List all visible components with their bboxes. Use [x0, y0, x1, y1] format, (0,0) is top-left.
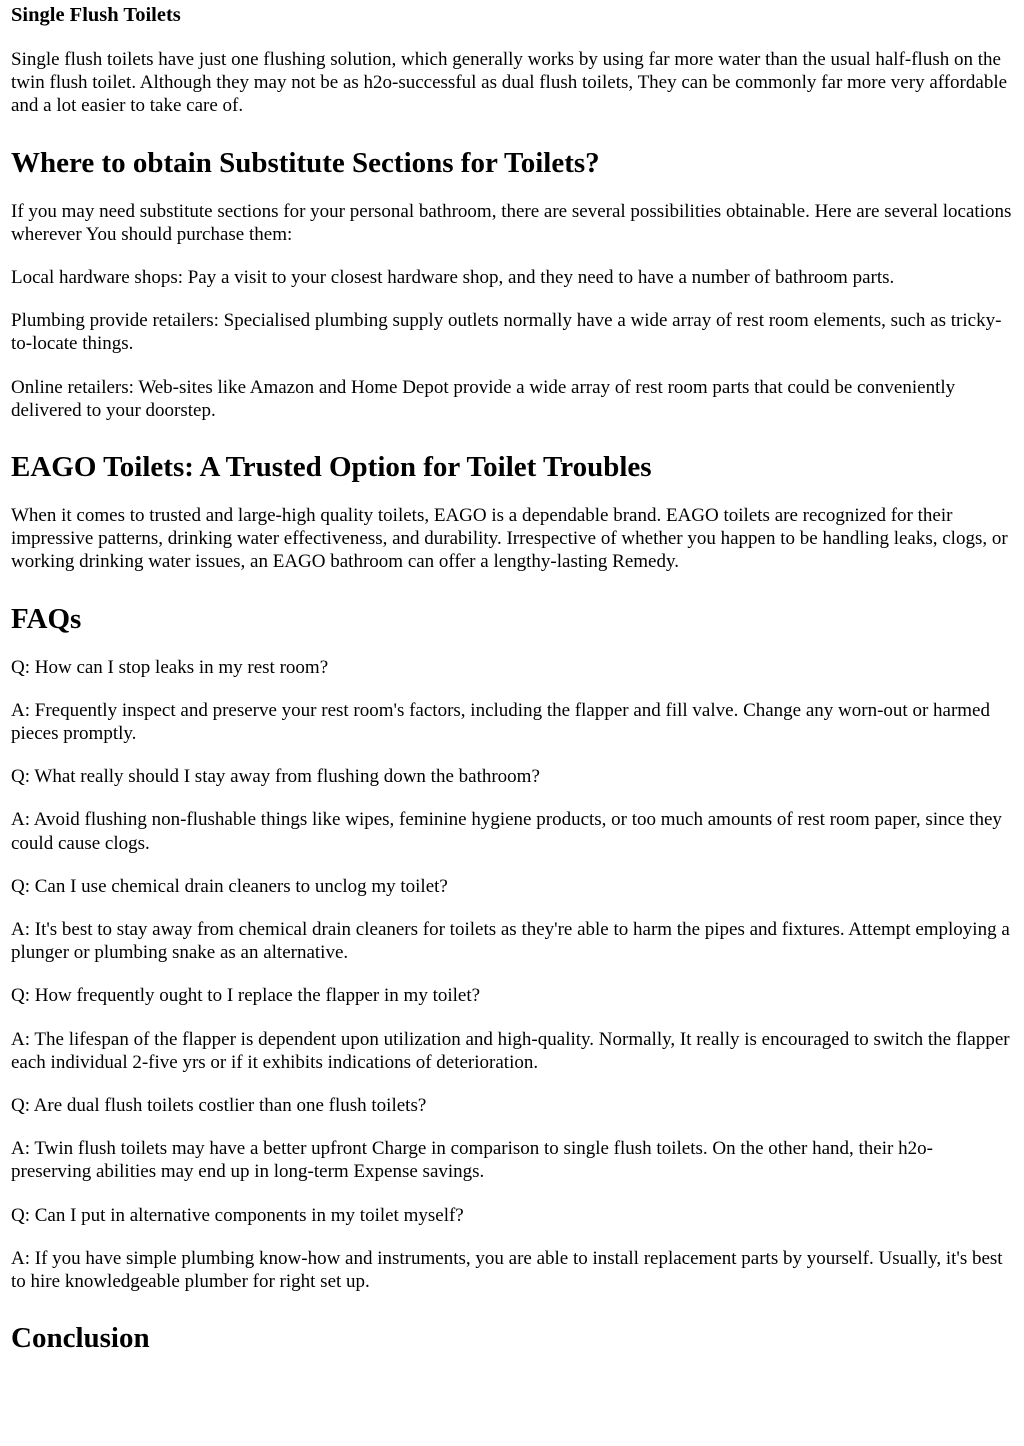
- paragraph-plumbing-retailers: Plumbing provide retailers: Specialised plumbing supply outlets normally have a wide array of rest room elements, such as tricky-to-locate things.: [11, 310, 1002, 355]
- faq-question: Q: Can I use chemical drain cleaners to unclog my toilet?: [11, 875, 448, 897]
- faq-answer: A: Twin flush toilets may have a better upfront Charge in comparison to single flush toilets. On the other hand, their h2o-preserving abilities may end up in long-term Expense savings.: [11, 1138, 933, 1183]
- paragraph-substitute-intro: If you may need substitute sections for your personal bathroom, there are several possibilities obtainable. Here are several locations wherever You should purchase them:: [11, 200, 1012, 245]
- paragraph-single-flush: Single flush toilets have just one flushing solution, which generally works by using far more water than the usual half-flush on the twin flush toilet. Although they may not be as h2o-successful as dual flush toilets, They can be commonly far more very affordable and a lot easier to take care of.: [11, 49, 1008, 117]
- heading-eago-toilets: EAGO Toilets: A Trusted Option for Toilet Troubles: [11, 451, 652, 484]
- faq-question: Q: How can I stop leaks in my rest room?: [11, 656, 329, 678]
- paragraph-local-hardware: Local hardware shops: Pay a visit to your closest hardware shop, and they need to have a number of bathroom parts.: [11, 267, 895, 289]
- faq-answer: A: Avoid flushing non-flushable things like wipes, feminine hygiene products, or too much amounts of rest room paper, since they could cause clogs.: [11, 809, 1002, 854]
- faq-answer: A: Frequently inspect and preserve your rest room's factors, including the flapper and fill valve. Change any worn-out or harmed pieces promptly.: [11, 699, 990, 745]
- paragraph-eago: When it comes to trusted and large-high quality toilets, EAGO is a dependable brand. EAGO toilets are recognized for their impressive patterns, drinking water effectiveness, and durability. Irrespective of whether you happen to be handling leaks, clogs, or working drinking water issues, an EAGO bathroom can offer a lengthy-lasting Remedy.: [11, 505, 1008, 573]
- faq-question: Q: How frequently ought to I replace the flapper in my toilet?: [11, 985, 481, 1007]
- faq-question: Q: Can I put in alternative components in my toilet myself?: [11, 1204, 464, 1226]
- faq-answer: A: If you have simple plumbing know-how and instruments, you are able to install replacement parts by yourself. Usually, it's best to hire knowledgeable plumber for right set up.: [11, 1247, 1003, 1293]
- heading-substitute-sections: Where to obtain Substitute Sections for Toilets?: [11, 146, 600, 179]
- heading-single-flush-toilets: Single Flush Toilets: [11, 4, 181, 26]
- faq-question: Q: Are dual flush toilets costlier than one flush toilets?: [11, 1095, 427, 1117]
- faq-answer: A: It's best to stay away from chemical drain cleaners for toilets as they're able to harm the pipes and fixtures. Attempt employing a plunger or plumbing snake as an alternative.: [11, 919, 1010, 964]
- faq-answer: A: The lifespan of the flapper is dependent upon utilization and high-quality. Normally, It really is encouraged to switch the flapper each individual 2-five yrs or if it exhibits indications of deterioration.: [11, 1028, 1010, 1073]
- paragraph-online-retailers: Online retailers: Web-sites like Amazon and Home Depot provide a wide array of rest room parts that could be conveniently delivered to your doorstep.: [11, 376, 956, 421]
- heading-faqs: FAQs: [11, 602, 82, 635]
- heading-conclusion: Conclusion: [11, 1322, 150, 1355]
- faq-question: Q: What really should I stay away from flushing down the bathroom?: [11, 766, 540, 788]
